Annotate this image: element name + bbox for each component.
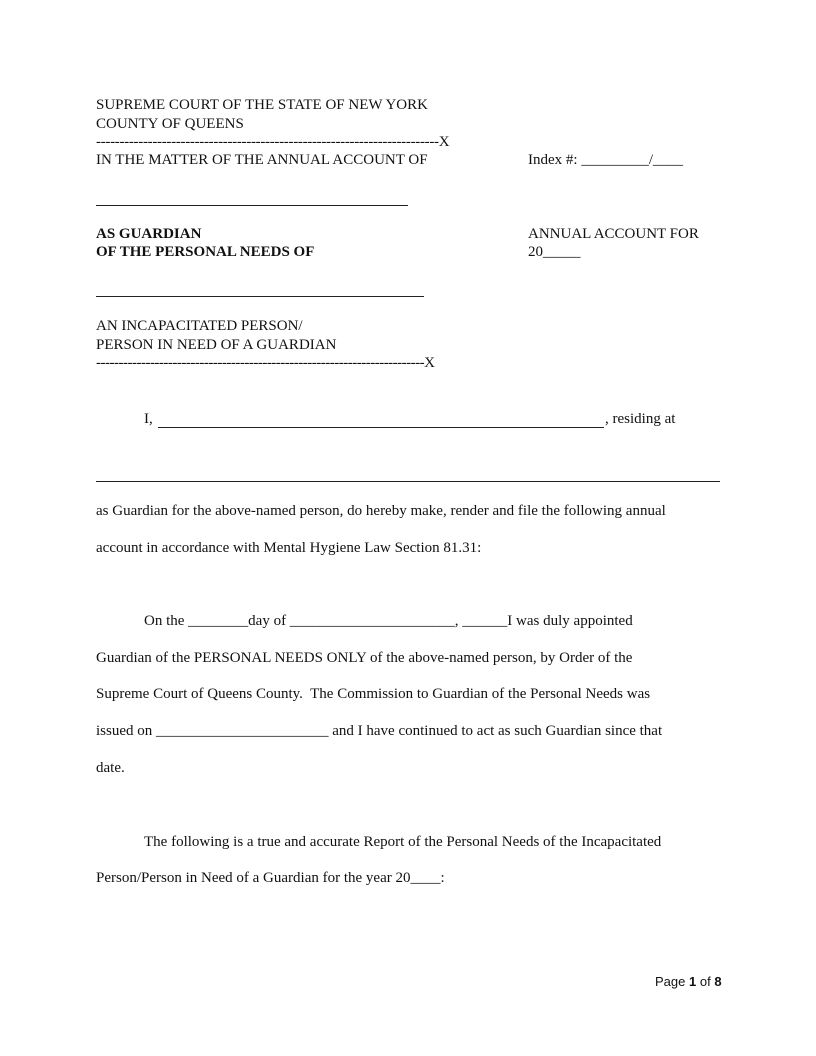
person-in-need-label: PERSON IN NEED OF A GUARDIAN	[96, 337, 337, 353]
personal-needs-heading: OF THE PERSONAL NEEDS OF	[96, 244, 315, 260]
annual-account-heading: ANNUAL ACCOUNT FOR	[528, 226, 699, 242]
paragraph-line: as Guardian for the above-named person, do hereby make, render and file the following annual	[96, 503, 666, 519]
guardian-name-field[interactable]	[158, 427, 604, 428]
page-of: of	[699, 974, 711, 989]
as-guardian-heading: AS GUARDIAN	[96, 226, 202, 242]
person-name-blank[interactable]	[96, 296, 424, 297]
page-total: 8	[714, 974, 722, 989]
commission-issued-line[interactable]: issued on _______________________ and I have continued to act as such Guardian since that	[96, 723, 663, 739]
paragraph-line: date.	[96, 760, 125, 776]
page-word: Page	[655, 974, 686, 989]
matter-line: IN THE MATTER OF THE ANNUAL ACCOUNT OF	[96, 152, 428, 168]
page-number	[655, 973, 722, 991]
caption-divider-bottom: -------------------------------------------------------------------------X	[96, 355, 435, 371]
paragraph-line: account in accordance with Mental Hygiene Law Section 81.31:	[96, 540, 482, 556]
address-field[interactable]	[96, 481, 720, 482]
paragraph-line: Guardian of the PERSONAL NEEDS ONLY of the above-named person, by Order of the	[96, 650, 633, 666]
residing-prefix: I,	[144, 411, 157, 427]
page-current: 1	[689, 974, 697, 989]
court-name: SUPREME COURT OF THE STATE OF NEW YORK	[96, 97, 428, 113]
paragraph-line: Supreme Court of Queens County. The Commission to Guardian of the Personal Needs was	[96, 686, 651, 702]
caption-divider-top: -------------------------------------------------------------------------X	[96, 134, 450, 150]
annual-account-year-field[interactable]: 20_____	[528, 244, 581, 260]
appointment-date-line[interactable]: On the ________day of ______________________, ______I was duly appointed	[144, 613, 633, 629]
report-year-line[interactable]: Person/Person in Need of a Guardian for the year 20____:	[96, 870, 445, 886]
guardian-name-blank[interactable]	[96, 205, 408, 206]
county-name: COUNTY OF QUEENS	[96, 116, 244, 132]
residing-suffix: , residing at	[605, 411, 676, 427]
paragraph-line: The following is a true and accurate Report of the Personal Needs of the Incapacitated	[144, 834, 662, 850]
incapacitated-person-label: AN INCAPACITATED PERSON/	[96, 318, 303, 334]
index-number-field[interactable]: Index #: _________/____	[528, 152, 683, 168]
